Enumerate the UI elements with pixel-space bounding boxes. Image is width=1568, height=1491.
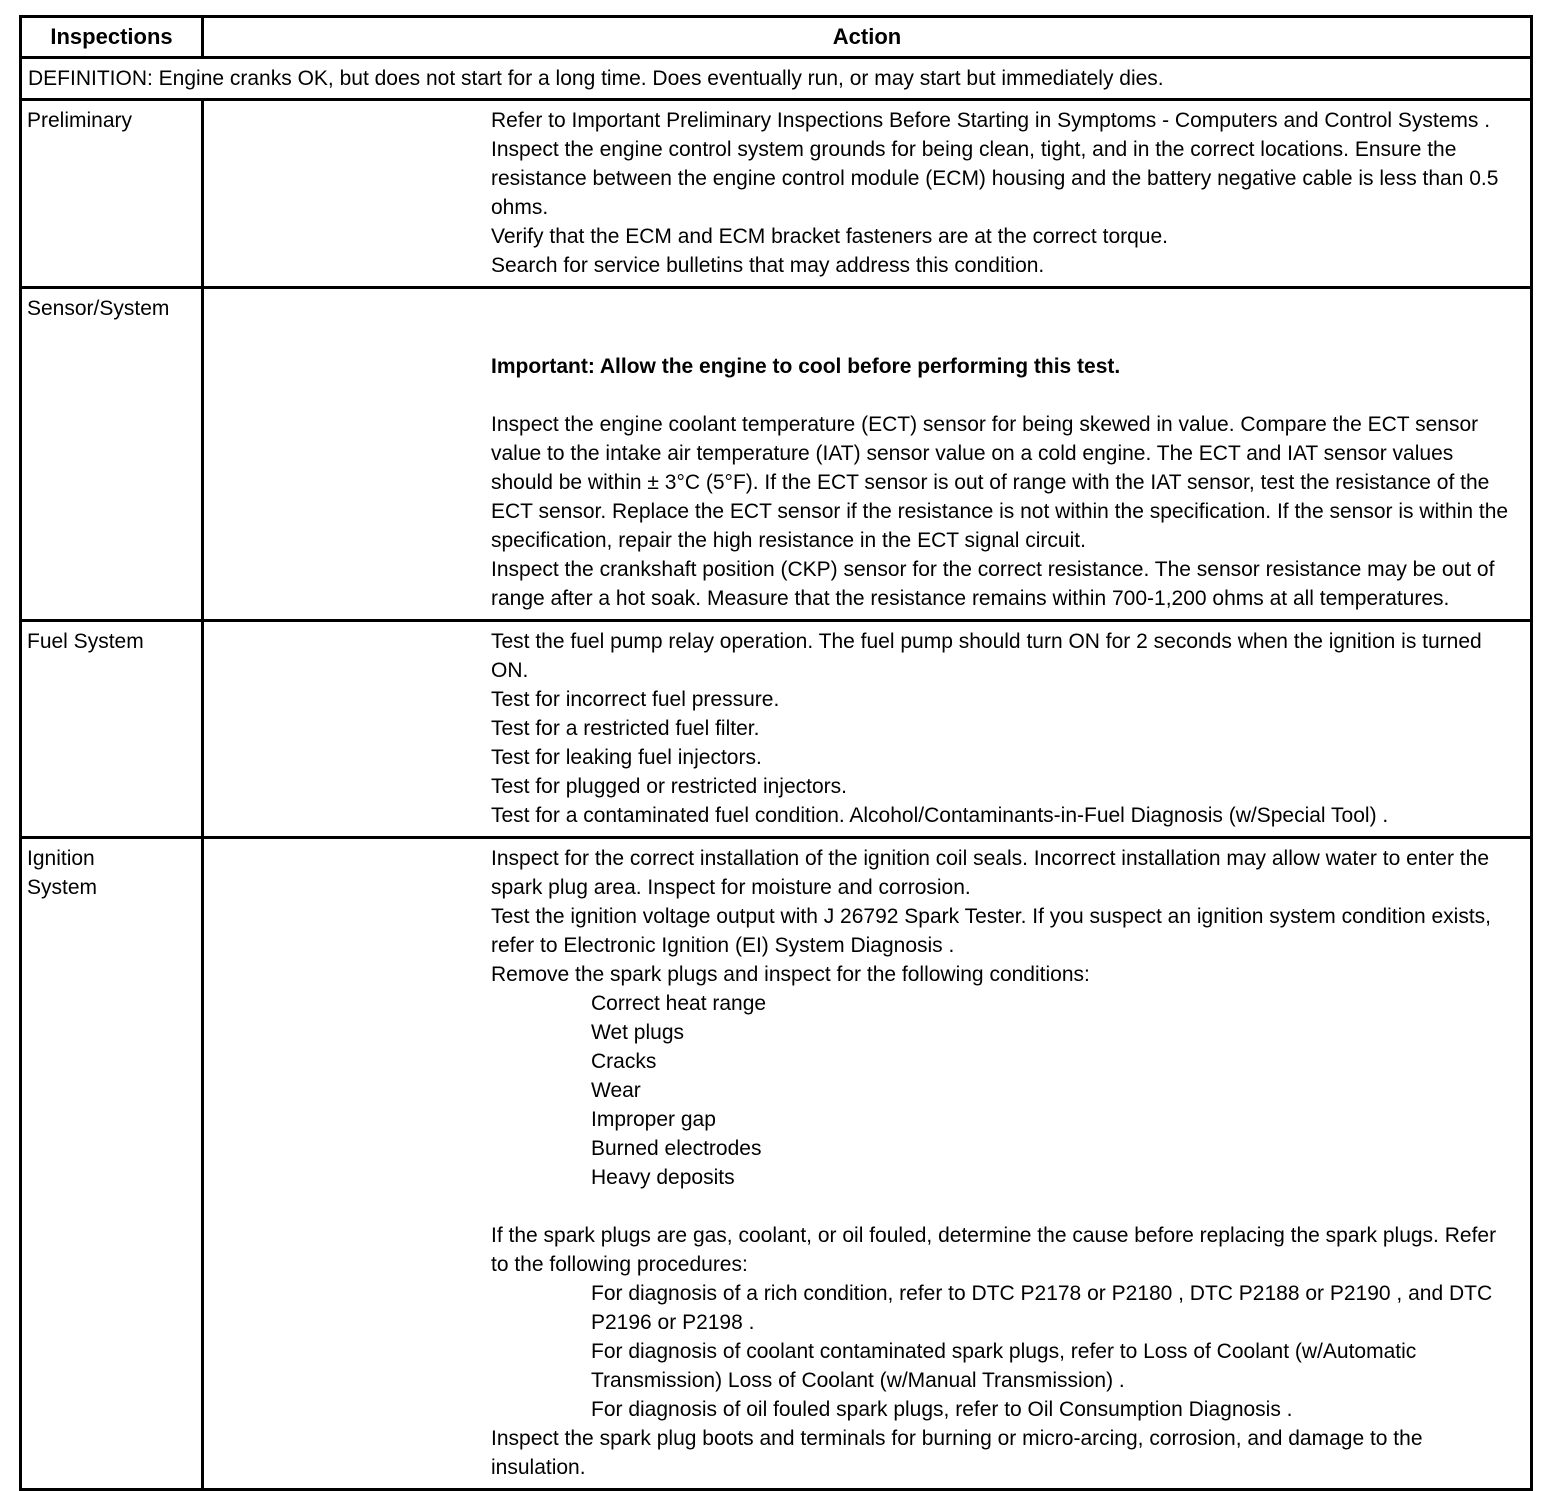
header-row: [21, 17, 1532, 58]
header-action: Action: [203, 17, 1532, 58]
table-row-sensor: [21, 288, 1532, 621]
action-line: If the spark plugs are gas, coolant, or oil fouled, determine the cause before replacing the spark plugs. Refer: [491, 1224, 1497, 1247]
inspection-label-fuel: Fuel System: [21, 621, 203, 838]
action-line: Test for a contaminated fuel condition. Alcohol/Contaminants-in-Fuel Diagnosis (w/Special Tool) .: [491, 804, 1389, 827]
action-cell-preliminary: [203, 100, 1532, 288]
ignition-label-line: Ignition: [27, 847, 95, 870]
action-line: should be within ± 3°C (5°F). If the ECT sensor is out of range with the IAT sensor, test the resistance of the: [491, 471, 1490, 494]
procedure-item: For diagnosis of coolant contaminated spark plugs, refer to Loss of Coolant (w/Automatic: [591, 1340, 1417, 1363]
condition-item: Heavy deposits: [591, 1166, 735, 1189]
action-line: Remove the spark plugs and inspect for the following conditions:: [491, 963, 1090, 986]
action-line: resistance between the engine control module (ECM) housing and the battery negative cable is less than 0.5: [491, 167, 1499, 190]
condition-item: Correct heat range: [591, 992, 767, 1015]
action-line: to the following procedures:: [491, 1253, 748, 1276]
table-row-preliminary: [21, 100, 1532, 288]
condition-item: Improper gap: [591, 1108, 716, 1131]
definition-text: DEFINITION: Engine cranks OK, but does not start for a long time. Does eventually run, or may start but immediately dies.: [21, 58, 1532, 100]
action-line: Test for a restricted fuel filter.: [491, 717, 760, 740]
action-line: Search for service bulletins that may address this condition.: [491, 254, 1045, 277]
table-row-ignition: [21, 838, 1532, 1490]
diagnostic-table: [19, 15, 1533, 1491]
action-line: Inspect the engine coolant temperature (ECT) sensor for being skewed in value. Compare the ECT sensor: [491, 413, 1479, 436]
condition-item: Burned electrodes: [591, 1137, 762, 1160]
action-line: ECT sensor. Replace the ECT sensor if the resistance is not within the specification. If the sensor is within the: [491, 500, 1509, 523]
procedure-item: P2196 or P2198 .: [591, 1311, 755, 1334]
action-line: Test the ignition voltage output with J 26792 Spark Tester. If you suspect an ignition system condition exists,: [491, 905, 1492, 928]
inspection-label-ignition: [21, 838, 203, 1490]
action-cell-fuel: [203, 621, 1532, 838]
action-line: Inspect the crankshaft position (CKP) sensor for the correct resistance. The sensor resistance may be out of: [491, 558, 1495, 581]
action-line: Test for plugged or restricted injectors.: [491, 775, 847, 798]
important-note: Important: Allow the engine to cool before performing this test.: [491, 355, 1121, 378]
action-line: spark plug area. Inspect for moisture and corrosion.: [491, 876, 971, 899]
inspection-label-sensor: Sensor/System: [21, 288, 203, 621]
action-line: Test the fuel pump relay operation. The fuel pump should turn ON for 2 seconds when the ignition is turned: [491, 630, 1482, 653]
action-line: Test for incorrect fuel pressure.: [491, 688, 780, 711]
action-line: Inspect the spark plug boots and terminals for burning or micro-arcing, corrosion, and damage to the: [491, 1427, 1423, 1450]
condition-item: Cracks: [591, 1050, 657, 1073]
ignition-label-line: System: [27, 876, 98, 899]
condition-item: Wear: [591, 1079, 641, 1102]
header-inspections: Inspections: [21, 17, 203, 58]
action-line: ohms.: [491, 196, 549, 219]
action-line: insulation.: [491, 1456, 586, 1479]
action-line: ON.: [491, 659, 529, 682]
action-line: specification, repair the high resistance in the ECT signal circuit.: [491, 529, 1086, 552]
procedure-item: For diagnosis of oil fouled spark plugs, refer to Oil Consumption Diagnosis .: [591, 1398, 1293, 1421]
action-cell-sensor: [203, 288, 1532, 621]
action-line: refer to Electronic Ignition (EI) System Diagnosis .: [491, 934, 955, 957]
procedure-item: Transmission) Loss of Coolant (w/Manual Transmission) .: [591, 1369, 1125, 1392]
action-line: Inspect the engine control system grounds for being clean, tight, and in the correct locations. Ensure the: [491, 138, 1457, 161]
condition-item: Wet plugs: [591, 1021, 684, 1044]
action-cell-ignition: [203, 838, 1532, 1490]
procedure-item: For diagnosis of a rich condition, refer to DTC P2178 or P2180 , DTC P2188 or P2190 , and DTC: [591, 1282, 1493, 1305]
definition-row: [21, 58, 1532, 100]
action-line: value to the intake air temperature (IAT) sensor value on a cold engine. The ECT and IAT sensor values: [491, 442, 1454, 465]
inspection-label-preliminary: Preliminary: [21, 100, 203, 288]
action-line: Test for leaking fuel injectors.: [491, 746, 762, 769]
action-line: Verify that the ECM and ECM bracket fasteners are at the correct torque.: [491, 225, 1168, 248]
action-line: Inspect for the correct installation of the ignition coil seals. Incorrect installation may allow water to enter the: [491, 847, 1489, 870]
action-line: range after a hot soak. Measure that the resistance remains within 700-1,200 ohms at all temperatures.: [491, 587, 1450, 610]
action-line: Refer to Important Preliminary Inspections Before Starting in Symptoms - Computers and Control Systems .: [491, 109, 1491, 132]
table-row-fuel: [21, 621, 1532, 838]
